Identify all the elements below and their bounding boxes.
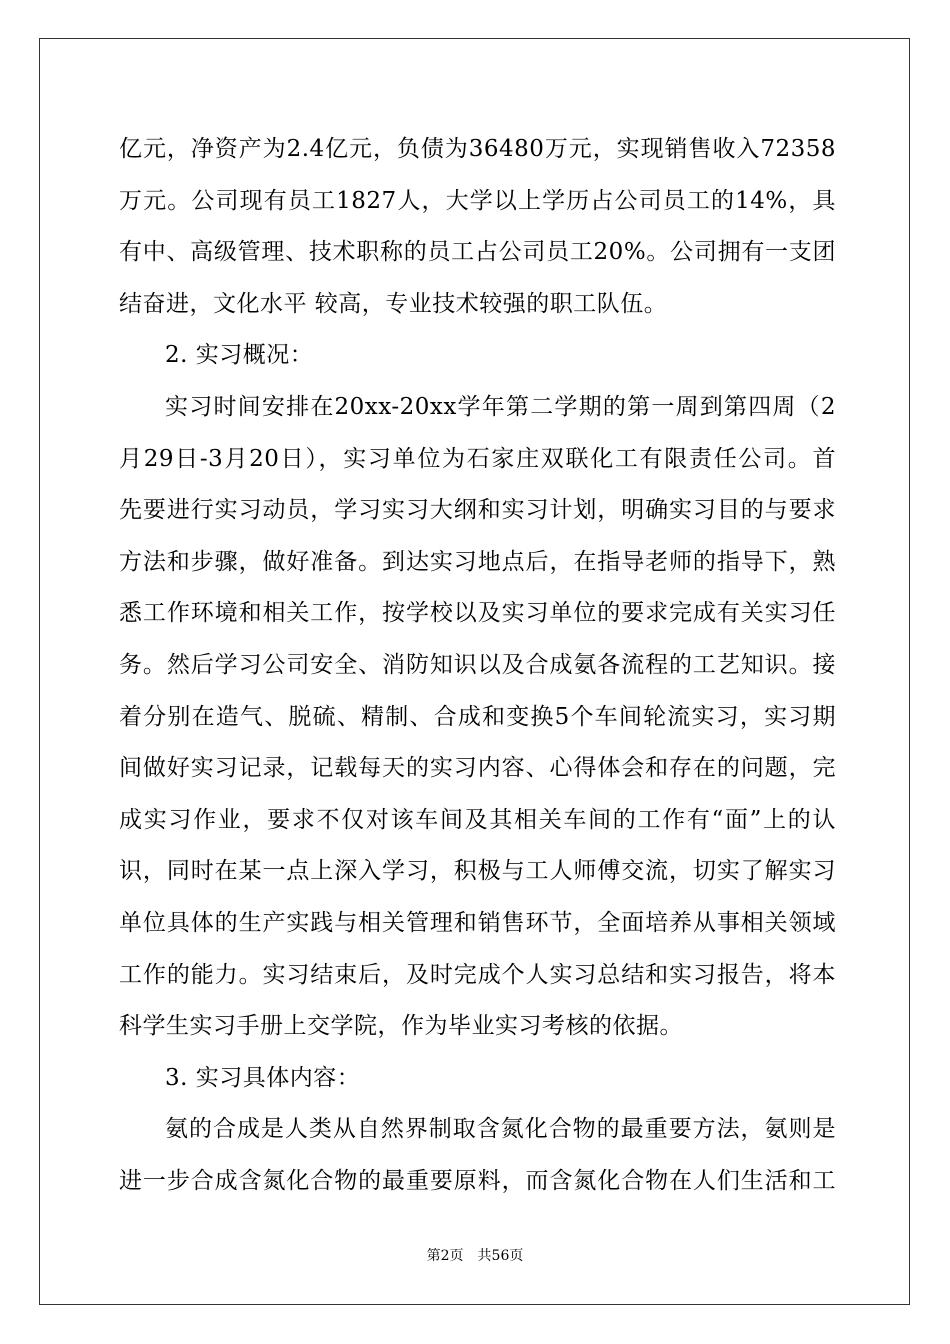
- text-line: 万元。公司现有员工1827人，大学以上学历占公司员工的14%，具: [119, 187, 836, 214]
- text-line: 成实习作业，要求不仅对该车间及其相关车间的工作有“面”上的认: [119, 806, 836, 833]
- text-line: 科学生实习手册上交学院，作为毕业实习考核的依据。: [119, 1013, 683, 1040]
- text-line: 着分别在造气、脱硫、精制、合成和变换5个车间轮流实习，实习期: [119, 703, 836, 730]
- text-line: 务。然后学习公司安全、消防知识以及合成氨各流程的工艺知识。接: [119, 651, 836, 678]
- text-line: 间做好实习记录，记载每天的实习内容、心得体会和存在的问题，完: [119, 755, 836, 782]
- text-line: 识，同时在某一点上深入学习，积极与工人师傅交流，切实了解实习: [119, 858, 836, 885]
- page-footer: [0, 1245, 950, 1265]
- text-line: 氨的合成是人类从自然界制取含氮化合物的最重要方法，氨则是: [165, 1116, 836, 1143]
- text-line: 单位具体的生产实践与相关管理和销售环节，全面培养从事相关领域: [119, 909, 836, 936]
- text-line: 亿元，净资产为2.4亿元，负债为36480万元，实现销售收入72358: [119, 136, 836, 162]
- total-pages: 共56页: [477, 1248, 524, 1264]
- page-number: 第2页: [426, 1248, 464, 1264]
- text-line: 2. 实习概况：: [165, 342, 314, 369]
- text-line: 先要进行实习动员，学习实习大纲和实习计划，明确实习目的与要求: [119, 497, 836, 524]
- text-line: 方法和步骤，做好准备。到达实习地点后，在指导老师的指导下，熟: [119, 548, 836, 575]
- text-line: 结奋进，文化水平 较高，专业技术较强的职工队伍。: [119, 290, 668, 317]
- text-line: 进一步合成含氮化合物的最重要原料，而含氮化合物在人们生活和工: [119, 1167, 836, 1194]
- text-line: 实习时间安排在20xx-20xx学年第二学期的第一周到第四周（2: [165, 393, 836, 420]
- text-line: 有中、高级管理、技术职称的员工占公司员工20%。公司拥有一支团: [119, 239, 836, 266]
- text-line: 悉工作环境和相关工作，按学校以及实习单位的要求完成有关实习任: [119, 600, 836, 627]
- text-line: 工作的能力。实习结束后，及时完成个人实习总结和实习报告，将本: [119, 961, 836, 988]
- document-body: [119, 124, 836, 1207]
- text-line: 3. 实习具体内容：: [165, 1064, 361, 1091]
- text-line: 月29日-3月20日），实习单位为石家庄双联化工有限责任公司。首: [119, 445, 836, 472]
